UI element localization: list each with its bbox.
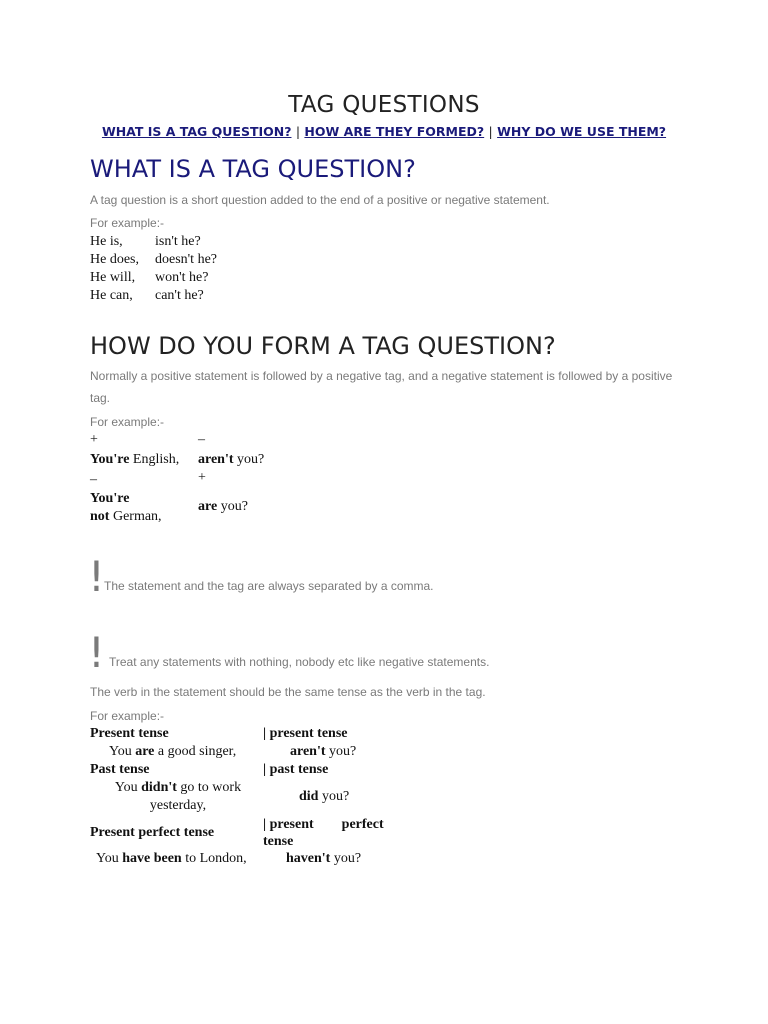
tense-label xyxy=(90,825,214,841)
negative-statement xyxy=(90,490,162,526)
for-example-label: For example:- xyxy=(90,216,165,230)
subject: You xyxy=(96,851,123,866)
section-heading-what-is: WHAT IS A TAG QUESTION? xyxy=(90,155,416,183)
page-title: TAG QUESTIONS xyxy=(288,92,480,118)
bold-verb: not xyxy=(90,509,110,524)
tag-rest: you? xyxy=(325,744,357,759)
bold-verb: aren't xyxy=(290,744,326,759)
example-tag: isn't he? xyxy=(155,234,201,249)
negative-sign: – xyxy=(198,432,205,447)
example-statement: He will, xyxy=(90,270,136,285)
tag-rest: you? xyxy=(233,452,265,467)
subject: You xyxy=(114,780,142,795)
tense-name: perfect xyxy=(341,817,384,832)
bold-verb: aren't xyxy=(198,452,234,467)
example-statement: He can, xyxy=(90,288,133,303)
bold-verb: You're xyxy=(90,452,130,467)
nav-separator: | xyxy=(488,124,493,139)
tag-rest: you? xyxy=(330,851,362,866)
example-statement: He does, xyxy=(90,252,139,267)
positive-tag xyxy=(198,499,248,515)
bold-verb: didn't xyxy=(141,780,177,795)
tense-name: | present tense xyxy=(263,726,348,741)
example-tag: can't he? xyxy=(155,288,204,303)
example-tag xyxy=(290,744,356,760)
example-tag: doesn't he? xyxy=(155,252,218,267)
bold-verb: haven't xyxy=(286,851,331,866)
statement-rest: yesterday, xyxy=(149,798,207,813)
statement-rest: go to work xyxy=(176,780,242,795)
exclamation-icon: ! xyxy=(88,628,105,677)
for-example-label: For example:- xyxy=(90,415,165,429)
statement-rest: to London, xyxy=(181,851,247,866)
negative-sign: – xyxy=(90,472,97,487)
tense-name: | present xyxy=(263,817,314,832)
tense-label xyxy=(263,726,347,742)
example-tag xyxy=(299,789,349,805)
nav-separator: | xyxy=(295,124,301,139)
bold-verb: You're xyxy=(90,491,130,506)
nav-link-how-formed[interactable]: HOW ARE THEY FORMED? xyxy=(304,124,485,139)
tense-name: tense xyxy=(263,834,294,849)
tag-rest: you? xyxy=(217,499,248,514)
nav-link-what-is[interactable]: WHAT IS A TAG QUESTION? xyxy=(101,124,292,139)
example-statement: He is, xyxy=(90,234,123,249)
statement-rest: German, xyxy=(109,509,162,524)
bold-verb: are xyxy=(135,744,155,759)
tense-label xyxy=(263,762,328,778)
tense-name: Past tense xyxy=(90,762,150,777)
statement-rest: English, xyxy=(129,452,180,467)
bold-verb: are xyxy=(198,499,218,514)
rule-text: Normally a positive statement is followed by a negative tag, and a negative statement is followed by a positive tag. xyxy=(90,369,673,405)
bold-verb: have been xyxy=(122,851,182,866)
nav-link-why-use[interactable]: WHY DO WE USE THEM? xyxy=(497,124,667,139)
tense-name: | past tense xyxy=(263,762,329,777)
tag-rest: you? xyxy=(318,789,350,804)
negative-note: Treat any statements with nothing, nobody etc like negative statements. xyxy=(109,655,490,669)
positive-sign: + xyxy=(90,432,98,447)
exclamation-icon: ! xyxy=(88,552,105,601)
section-nav xyxy=(100,123,668,140)
example-tag xyxy=(286,851,361,867)
tense-label xyxy=(90,726,169,742)
comma-note: The statement and the tag are always separated by a comma. xyxy=(104,579,434,593)
tense-name: Present perfect tense xyxy=(90,825,215,840)
subject: You xyxy=(109,744,136,759)
tense-label xyxy=(90,762,150,778)
statement-rest: a good singer, xyxy=(154,744,237,759)
tense-label xyxy=(263,816,384,850)
definition-text: A tag question is a short question added to the end of a positive or negative statement. xyxy=(90,193,550,207)
example-statement xyxy=(90,779,266,815)
positive-statement xyxy=(90,452,179,468)
tense-name: Present tense xyxy=(90,726,169,741)
tense-rule-text: The verb in the statement should be the same tense as the verb in the tag. xyxy=(90,685,486,699)
example-tag: won't he? xyxy=(155,270,209,285)
bold-verb: did xyxy=(299,789,319,804)
negative-tag xyxy=(198,452,264,468)
section-heading-how-form: HOW DO YOU FORM A TAG QUESTION? xyxy=(90,332,556,360)
example-statement xyxy=(96,851,247,867)
example-statement xyxy=(109,744,236,760)
positive-sign: + xyxy=(198,470,206,485)
for-example-label: For example:- xyxy=(90,709,165,723)
